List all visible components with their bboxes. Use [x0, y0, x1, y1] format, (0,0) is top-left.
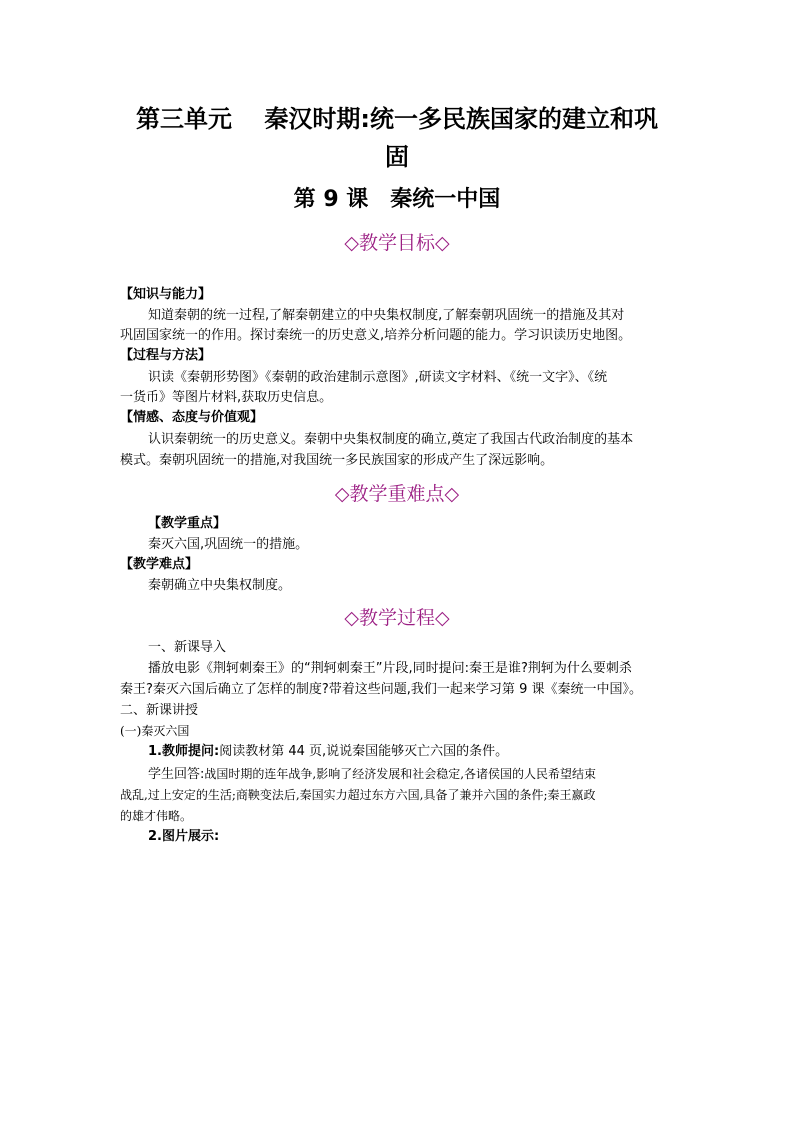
knowledge-label: 【知识与能力】 — [120, 287, 212, 302]
sub-heading-qin-conquers: (一)秦灭六国 — [120, 724, 190, 738]
knowledge-text-line-2: 巩固国家统一的作用。探讨秦统一的历史意义,培养分析问题的能力。学习识读历史地图。 — [120, 328, 632, 343]
student-answer-line-1 — [148, 764, 596, 785]
intro-text-line-1: 播放电影《荆轲刺秦王》的“荆轲刺秦王”片段,同时提问:秦王是谁?荆轲为什么要刺杀 — [148, 661, 632, 676]
student-answer-label: 学生回答: — [148, 767, 205, 782]
method-text-line-2: 一货币》等图片材料,获取历史信息。 — [120, 390, 333, 405]
section-header-key-points: ◇教学重难点◇ — [334, 483, 460, 505]
focus-text: 秦灭六国,巩固统一的措施。 — [148, 537, 309, 552]
student-answer-line-2: 战乱,过上安定的生活;商鞅变法后,秦国实力超过东方六国,具备了兼并六国的条件;秦王嬴政 — [120, 788, 596, 802]
emotion-label: 【情感、态度与价值观】 — [120, 410, 264, 425]
lecture-heading: 二、新课讲授 — [120, 703, 199, 718]
teacher-question-label: 1.教师提问: — [148, 744, 220, 759]
difficulty-text: 秦朝确立中央集权制度。 — [148, 578, 292, 593]
teacher-question — [148, 742, 508, 762]
section-header-objectives: ◇教学目标◇ — [344, 232, 450, 254]
intro-heading: 一、新课导入 — [148, 640, 227, 655]
teacher-question-text: 阅读教材第 44 页,说说秦国能够灭亡六国的条件。 — [219, 744, 509, 759]
emotion-text-line-2: 模式。秦朝巩固统一的措施,对我国统一多民族国家的形成产生了深远影响。 — [120, 453, 554, 468]
unit-title — [120, 100, 674, 176]
emotion-text-line-1: 认识秦朝统一的历史意义。秦朝中央集权制度的确立,奠定了我国古代政治制度的基本 — [148, 432, 634, 447]
method-label: 【过程与方法】 — [120, 348, 212, 363]
unit-title-line-1: 第三单元 秦汉时期:统一多民族国家的建立和巩 — [136, 105, 658, 133]
section-header-process: ◇教学过程◇ — [344, 607, 450, 629]
intro-text-line-2: 秦王?秦灭六国后确立了怎样的制度?带着这些问题,我们一起来学习第 9 课《秦统一中国》。 — [120, 682, 642, 697]
student-answer-text-1: 战国时期的连年战争,影响了经济发展和社会稳定,各诸侯国的人民希望结束 — [204, 767, 597, 781]
student-answer-line-3: 的雄才伟略。 — [120, 809, 193, 823]
knowledge-text-line-1: 知道秦朝的统一过程,了解秦朝建立的中央集权制度,了解秦朝巩固统一的措施及其对 — [148, 308, 625, 323]
difficulty-label: 【教学难点】 — [120, 557, 199, 572]
method-text-line-1: 识读《秦朝形势图》《秦朝的政治建制示意图》,研读文字材料、《统一文字》、《统 — [148, 370, 608, 385]
unit-title-line-2: 固 — [385, 143, 409, 171]
picture-display-label: 2.图片展示: — [148, 829, 220, 844]
lesson-title: 第 9 课 秦统一中国 — [293, 187, 501, 212]
focus-label: 【教学重点】 — [148, 516, 227, 531]
